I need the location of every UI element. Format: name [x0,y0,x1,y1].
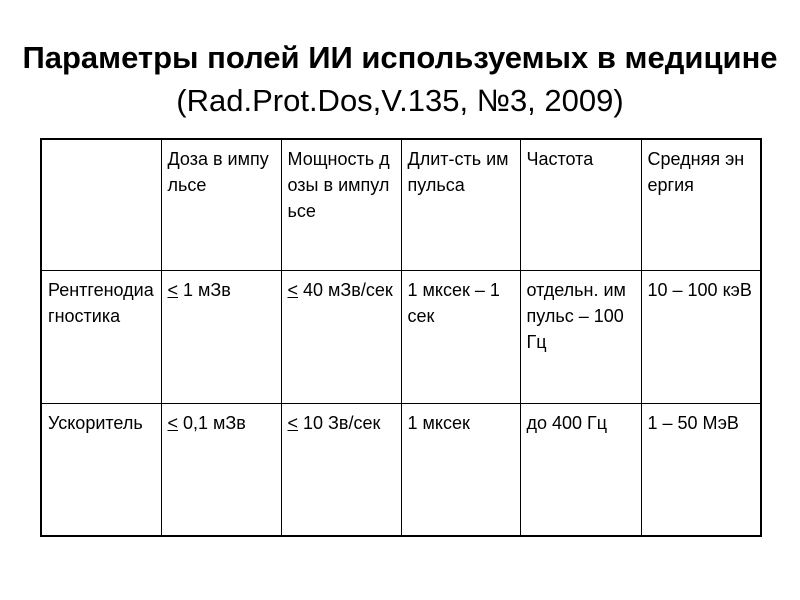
table-row [41,403,761,536]
header-cell-dose: Доза в импульсе [161,139,281,270]
cell-frequency: до 400 Гц [520,403,641,536]
table-header-row [41,139,761,270]
less-or-equal-sign: < [287,412,299,433]
cell-duration: 1 мксек [401,403,520,536]
row-label: Ускоритель [41,403,161,536]
slide-title-reference: (Rad.Prot.Dos,V.135, №3, 2009) [176,83,624,118]
slide-title [20,36,780,122]
cell-energy: 10 – 100 кэВ [641,270,761,403]
slide-title-main: Параметры полей ИИ используемых в медицине [22,40,778,75]
less-or-equal-sign: < [287,279,299,300]
table-row [41,270,761,403]
cell-dose [161,270,281,403]
cell-dose-rate-value: 40 мЗв/сек [298,279,393,300]
row-label: Рентгенодиагностика [41,270,161,403]
cell-dose [161,403,281,536]
cell-duration: 1 мксек – 1 сек [401,270,520,403]
header-cell-energy: Средняя энергия [641,139,761,270]
cell-dose-rate [281,270,401,403]
less-or-equal-sign: < [167,279,179,300]
parameters-table [40,138,762,537]
cell-frequency: отдельн. импульс – 100 Гц [520,270,641,403]
cell-energy: 1 – 50 МэВ [641,403,761,536]
header-cell-empty [41,139,161,270]
cell-dose-value: 0,1 мЗв [178,412,246,433]
cell-dose-value: 1 мЗв [178,279,231,300]
header-cell-dose-rate: Мощность дозы в импульсе [281,139,401,270]
less-or-equal-sign: < [167,412,179,433]
cell-dose-rate-value: 10 Зв/сек [298,412,381,433]
cell-dose-rate [281,403,401,536]
header-cell-duration: Длит-сть импульса [401,139,520,270]
header-cell-frequency: Частота [520,139,641,270]
